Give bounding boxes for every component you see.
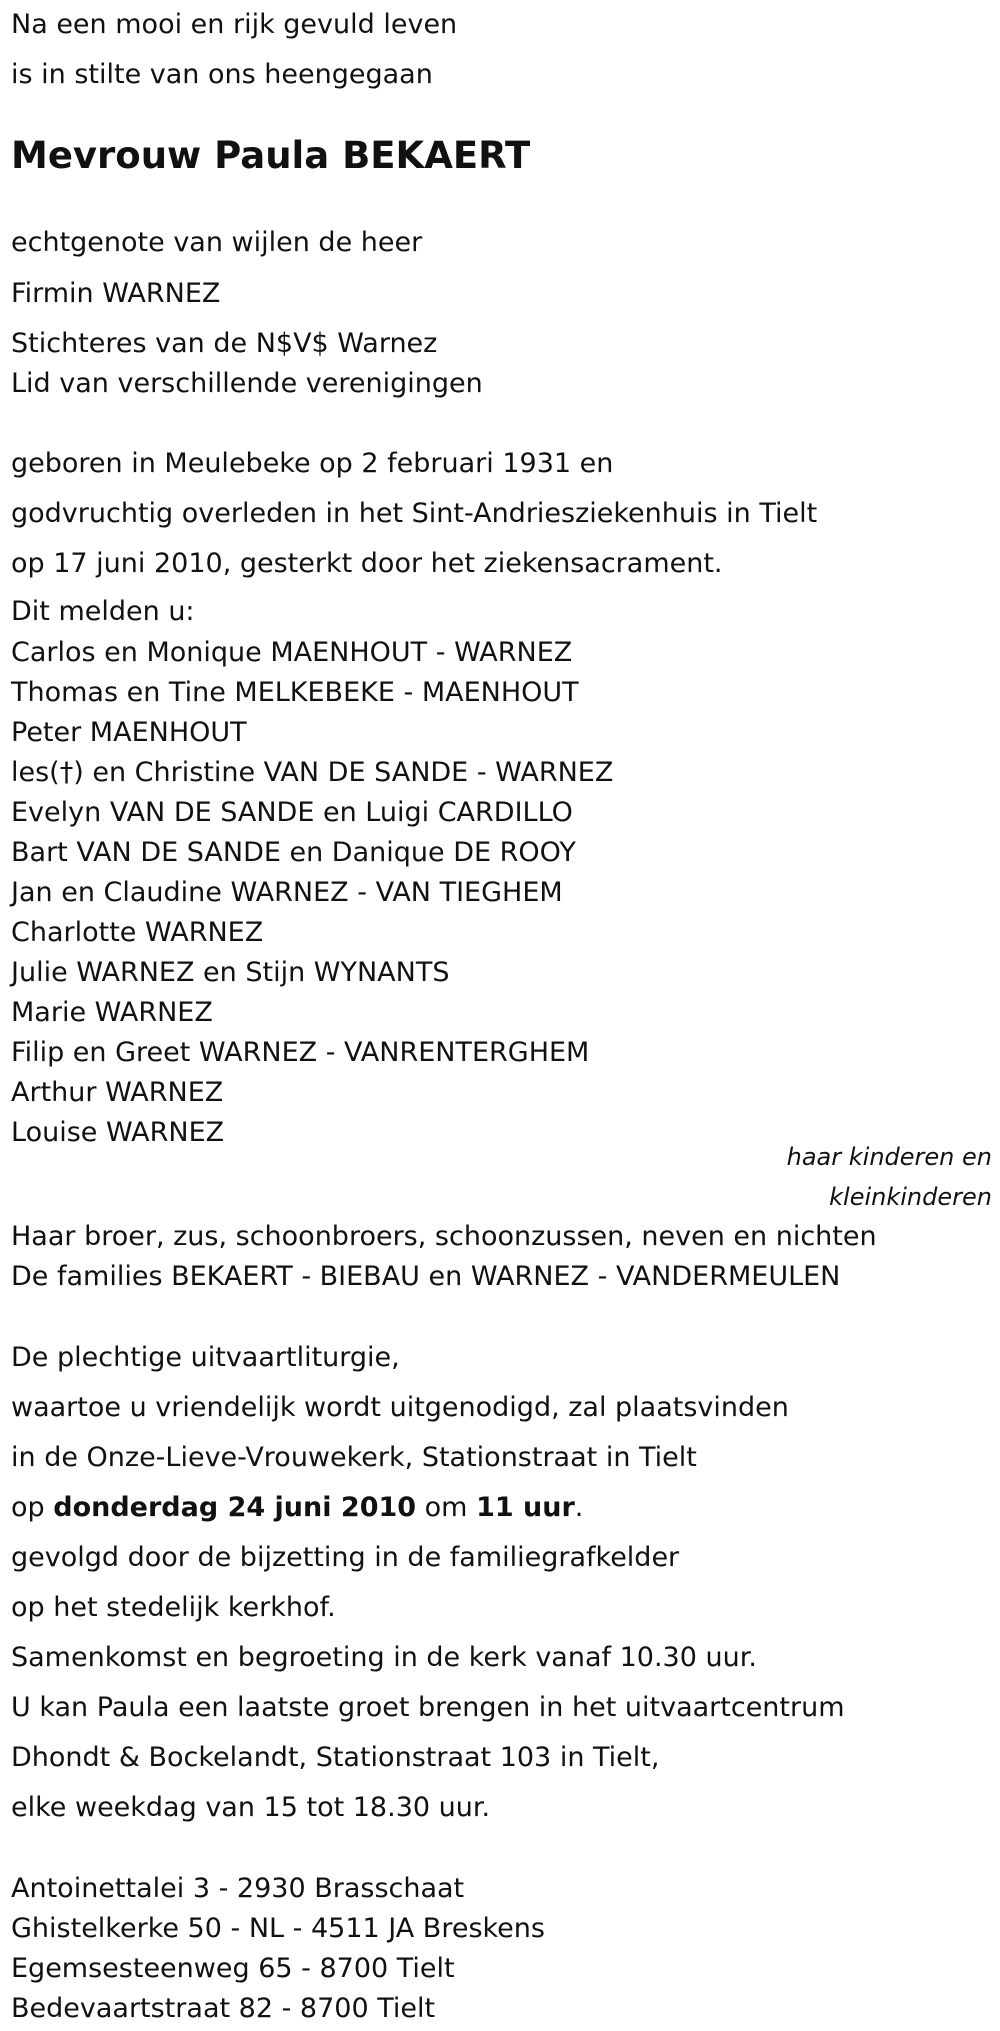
- funeral-home-line: Dhondt & Bockelandt, Stationstraat 103 in Tielt,: [11, 1742, 660, 1773]
- farewell-line: U kan Paula een laatste groet brengen in het uitvaartcentrum: [11, 1692, 845, 1723]
- intro-line-1: Na een mooi en rijk gevuld leven: [11, 9, 458, 40]
- funeral-line-1: De plechtige uitvaartliturgie,: [11, 1342, 400, 1373]
- relation-label-1: haar kinderen en: [786, 1143, 992, 1171]
- announcer-item: Louise WARNEZ: [11, 1117, 225, 1148]
- burial-line: gevolgd door de bijzetting in de familiegrafkelder: [11, 1542, 680, 1573]
- announcer-item: Peter MAENHOUT: [11, 717, 247, 748]
- gathering-line: Samenkomst en begroeting in de kerk vanaf 10.30 uur.: [11, 1642, 757, 1673]
- date-prefix: op: [11, 1492, 54, 1523]
- date-mid: om: [416, 1492, 477, 1523]
- birth-line: geboren in Meulebeke op 2 februari 1931 en: [11, 448, 614, 479]
- announcer-item: les(†) en Christine VAN DE SANDE - WARNEZ: [11, 757, 614, 788]
- announcer-item: Thomas en Tine MELKEBEKE - MAENHOUT: [11, 677, 579, 708]
- address-item: Ghistelkerke 50 - NL - 4511 JA Breskens: [11, 1913, 545, 1944]
- visiting-hours-line: elke weekdag van 15 tot 18.30 uur.: [11, 1792, 491, 1823]
- announcer-item: Jan en Claudine WARNEZ - VAN TIEGHEM: [11, 877, 563, 908]
- announcer-item: Bart VAN DE SANDE en Danique DE ROOY: [11, 837, 576, 868]
- funeral-date-line: [11, 1491, 583, 1525]
- funeral-time: 11 uur: [476, 1492, 575, 1523]
- address-item: Bedevaartstraat 82 - 8700 Tielt: [11, 1993, 436, 2024]
- announcer-item: Evelyn VAN DE SANDE en Luigi CARDILLO: [11, 797, 573, 828]
- funeral-location: in de Onze-Lieve-Vrouwekerk, Stationstraat in Tielt: [11, 1442, 697, 1473]
- announcers-heading: Dit melden u:: [11, 596, 195, 627]
- date-suffix: .: [574, 1492, 584, 1523]
- funeral-line-2: waartoe u vriendelijk wordt uitgenodigd, zal plaatsvinden: [11, 1392, 789, 1423]
- announcer-item: Marie WARNEZ: [11, 997, 213, 1028]
- death-date-line: op 17 juni 2010, gesterkt door het ziekensacrament.: [11, 548, 723, 579]
- death-line: godvruchtig overleden in het Sint-Andriesziekenhuis in Tielt: [11, 498, 818, 529]
- founder-line: Stichteres van de N$V$ Warnez: [11, 328, 438, 359]
- address-item: Egemsesteenweg 65 - 8700 Tielt: [11, 1953, 455, 1984]
- spouse-line-1: echtgenote van wijlen de heer: [11, 227, 423, 258]
- announcer-item: Carlos en Monique MAENHOUT - WARNEZ: [11, 637, 573, 668]
- deceased-name: Mevrouw Paula BEKAERT: [11, 134, 531, 177]
- cemetery-line: op het stedelijk kerkhof.: [11, 1592, 336, 1623]
- relation-label-2: kleinkinderen: [829, 1183, 992, 1211]
- announcer-item: Filip en Greet WARNEZ - VANRENTERGHEM: [11, 1037, 590, 1068]
- spouse-name: Firmin WARNEZ: [11, 278, 221, 309]
- extended-family-line: Haar broer, zus, schoonbroers, schoonzussen, neven en nichten: [11, 1221, 877, 1252]
- announcer-item: Arthur WARNEZ: [11, 1077, 224, 1108]
- address-item: Antoinettalei 3 - 2930 Brasschaat: [11, 1873, 465, 1904]
- families-line: De families BEKAERT - BIEBAU en WARNEZ - VANDERMEULEN: [11, 1261, 841, 1292]
- announcer-item: Charlotte WARNEZ: [11, 917, 264, 948]
- intro-line-2: is in stilte van ons heengegaan: [11, 59, 433, 90]
- funeral-date: donderdag 24 juni 2010: [53, 1492, 417, 1523]
- member-line: Lid van verschillende verenigingen: [11, 368, 483, 399]
- announcer-item: Julie WARNEZ en Stijn WYNANTS: [11, 957, 450, 988]
